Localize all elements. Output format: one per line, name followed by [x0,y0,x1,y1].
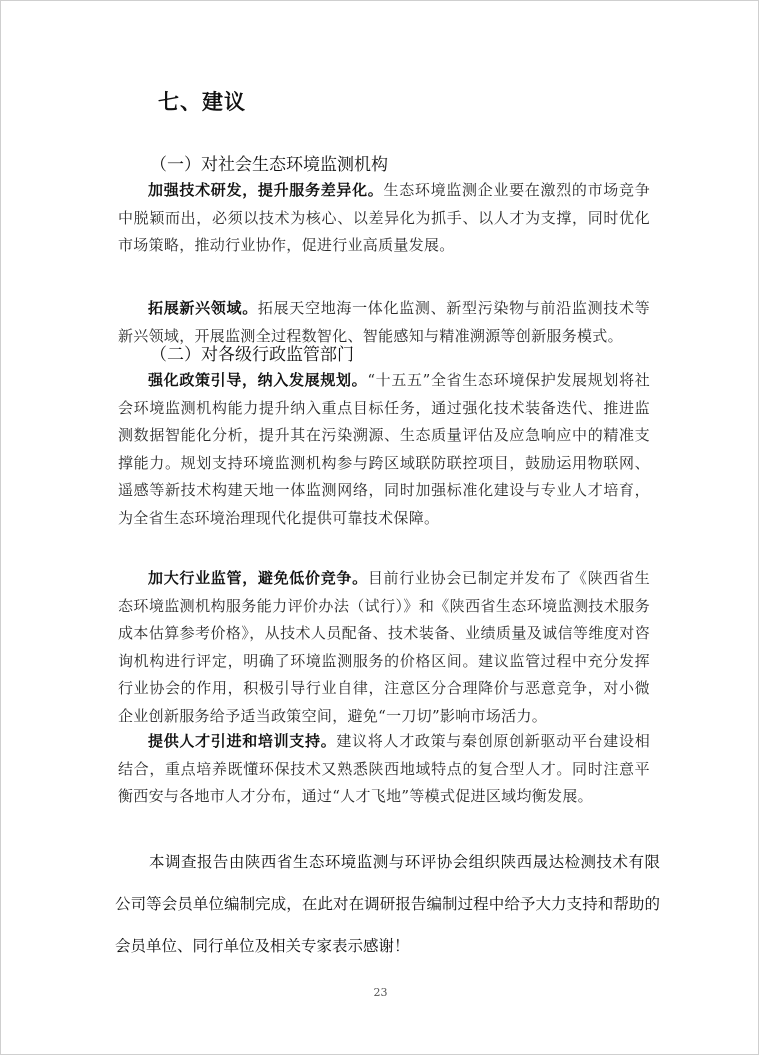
paragraph-body: “十五五”全省生态环境保护发展规划将社会环境监测机构能力提升纳入重点目标任务，通过强化技术装备迭代、推进监测数据智能化分析，提升其在污染溯源、生态质量评估及应急响应中的精准支撑能力。规划支持环境监测机构参与跨区域联防联控项目，鼓励运用物联网、遥感等新技术构建天地一体监测网络，同时加强标准化建设与专业人才培育，为全省生态环境治理现代化提供可靠技术保障。 [118,371,650,527]
acknowledgement-paragraph: 本调查报告由陕西省生态环境监测与环评协会组织陕西晟达检测技术有限公司等会员单位编制完成，在此对在调研报告编制过程中给予大力支持和帮助的会员单位、同行单位及相关专家表示感谢！ [115,853,660,955]
section-title: 七、建议 [158,90,246,114]
paragraph-lead: 加大行业监管，避免低价竞争。 [148,569,368,587]
paragraph-talent-support [118,728,650,811]
paragraph-lead: 拓展新兴领域。 [148,299,258,317]
paragraph-lead: 强化政策引导，纳入发展规划。 [148,371,368,389]
paragraph-tech-research [118,177,650,260]
paragraph-body: 建议将人才政策与秦创原创新驱动平台建设相结合，重点培养既懂环保技术又熟悉陕西地域特点的复合型人才。同时注意平衡西安与各地市人才分布，通过“人才飞地”等模式促进区域均衡发展。 [118,732,650,805]
paragraph-industry-supervision [118,565,650,730]
paragraph-body: 生态环境监测企业要在激烈的市场竞争中脱颖而出，必须以技术为核心、以差异化为抓手、以人才为支撑，同时优化市场策略，推动行业协作，促进行业高质量发展。 [118,181,650,254]
paragraph-body: 拓展天空地海一体化监测、新型污染物与前沿监测技术等新兴领域，开展监测全过程数智化、智能感知与精准溯源等创新服务模式。 [118,299,650,345]
subsection-title-1: （一）对社会生态环境监测机构 [150,155,388,175]
paragraph-lead: 提供人才引进和培训支持。 [148,732,337,750]
page-number: 23 [373,986,388,999]
subsection-title-2: （二）对各级行政监管部门 [150,345,354,365]
paragraph-body: 目前行业协会已制定并发布了《陕西省生态环境监测机构服务能力评价办法（试行）》和《陕西省生态环境监测技术服务成本估算参考价格》，从技术人员配备、技术装备、业绩质量及诚信等维度对咨询机构进行评定，明确了环境监测服务的价格区间。建议监管过程中充分发挥行业协会的作用，积极引导行业自律，注意区分合理降价与恶意竞争，对小微企业创新服务给予适当政策空间，避免“一刀切”影响市场活力。 [118,569,651,725]
paragraph-policy-guidance [118,367,650,532]
paragraph-lead: 加强技术研发，提升服务差异化。 [148,181,384,199]
